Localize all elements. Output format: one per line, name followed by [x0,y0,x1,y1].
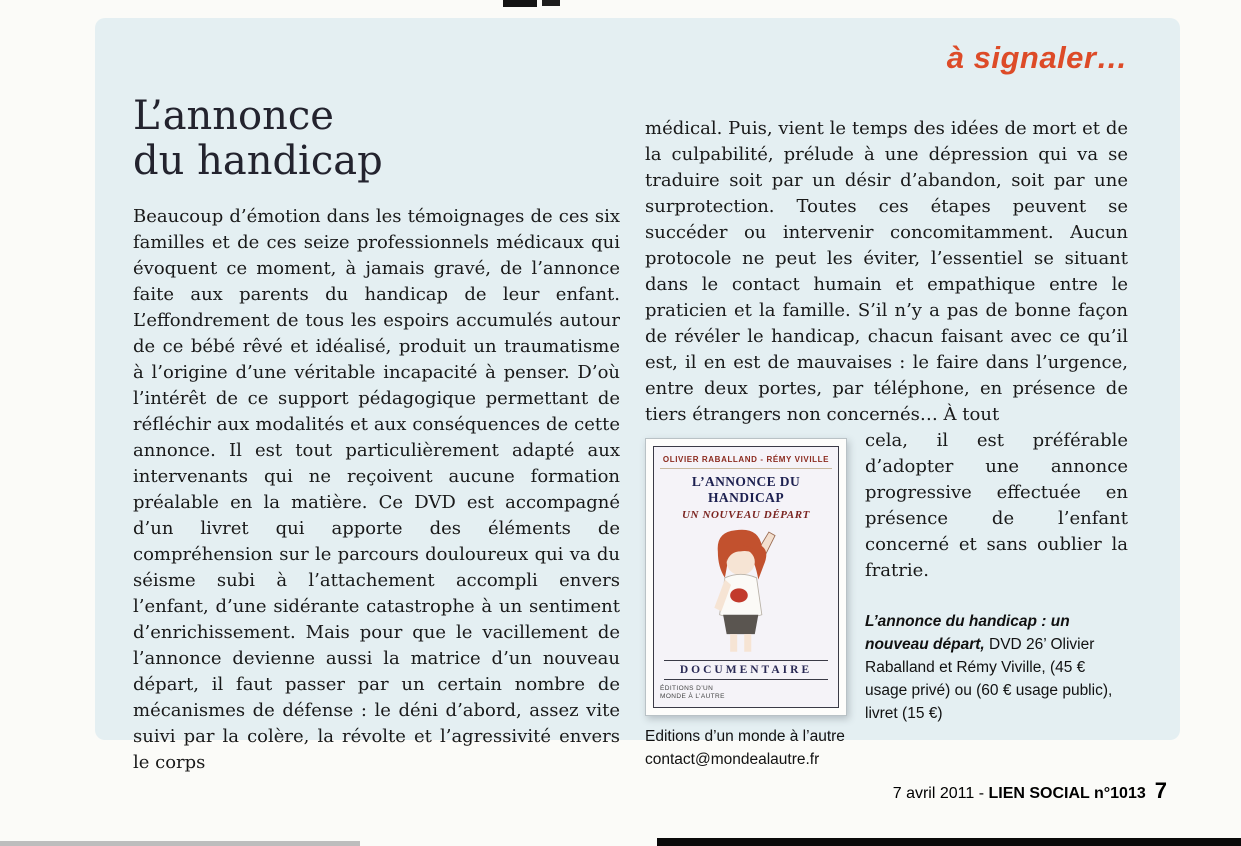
caption-details: DVD 26’ Olivier Raballand et Rémy Viville, (45 € usage privé) ou (60 € usage public), livret (15 €) [865,636,1113,722]
article-text-left: Beaucoup d’émotion dans les témoignages de ces six familles et de ces seize professionnels médicaux qui évoquent ce moment, à jamais gravé, de l’annonce faite aux parents du handicap de leur enfant. L’effondrement de tous les espoirs accumulés autour de ce bébé rêvé et idéalisé, produit un traumatisme à l’origine d’une véritable incapacité à penser. D’où l’intérêt de ce support pédagogique permettant de réfléchir aux modalités et aux conséquences de cette annonce. Il est tout particulièrement adapté aux intervenants qui ne reçoivent aucune formation préalable en la matière. Ce DVD est accompagné d’un livret qui apporte des éléments de compréhension sur le parcours douloureux qui va du séisme subi à l’attachement accompli envers l’enfant, d’une sidérante catastrophe à un sentiment d’enrichissement. Mais pour que le vacillement de l’annonce devienne aussi la matrice d’un nouveau départ, il faut passer par un certain nombre de mécanismes de défense : le déni d’abord, assez vite suivi par la colère, la révolte et l’agressivité envers le corps [133,205,620,773]
caption-email: contact@mondealautre.fr [645,751,820,768]
caption-title: L’annonce du handicap : un nouveau départ, [865,613,1070,653]
dvd-cover-inner [653,446,839,708]
highlight-panel [95,18,1180,773]
scan-artifact-bottom-right [657,838,1241,846]
scan-artifact-top [503,0,537,7]
scan-artifact-bottom-left [0,841,360,846]
dvd-cover-authors: OLIVIER RABALLAND - RÉMY VIVILLE [660,455,832,469]
article-text-right-wrap: cela, il est préférable d’adopter une annonce progressive effectuée en présence de l’enfant concerné et sans oublier la fratrie. [865,430,1128,581]
dvd-cover-publisher: ÉDITIONS D’UN MONDE À L’AUTRE [660,685,725,701]
title-line-2: du handicap [133,137,383,184]
caption-publisher: Editions d’un monde à l’autre [645,728,845,745]
scan-artifact-top-small [542,0,560,6]
title-line-1: L’annonce [133,93,334,139]
footer-page-number: 7 [1154,778,1167,803]
dvd-cover [645,438,847,716]
dvd-cover-genre: DOCUMENTAIRE [664,660,828,680]
article-title [133,94,620,184]
dvd-cover-illustration [676,525,816,657]
article-text-right-top: médical. Puis, vient le temps des idées de mort et de la culpabilité, prélude à une dépression qui va se traduire soit par un désir d’abandon, soit par une surprotection. Toutes ces étapes peuvent se succéder ou intervenir concomitamment. Aucun protocole ne peut les éviter, l’essentiel se situant dans le contact humain et empathique entre le praticien et la famille. S’il n’y a pas de bonne façon de révéler le handicap, chacun faisant avec ce qu’il est, il en est de mauvaises : le faire dans l’urgence, entre deux portes, par téléphone, en présence de tiers étrangers non concernés… À tout [645,118,1128,425]
footer-magazine: LIEN SOCIAL n°1013 [988,785,1146,802]
section-label: à signaler… [946,40,1128,75]
left-column [133,80,620,776]
right-column [645,80,1128,776]
footer-date: 7 avril 2011 - [892,785,989,802]
dvd-cover-subtitle: UN NOUVEAU DÉPART [682,509,810,521]
footer-text [893,785,1146,803]
article-columns [133,80,1128,776]
dvd-cover-title: L’ANNONCE DU HANDICAP [691,474,801,505]
media-block [645,428,1128,771]
page-footer [893,778,1167,804]
